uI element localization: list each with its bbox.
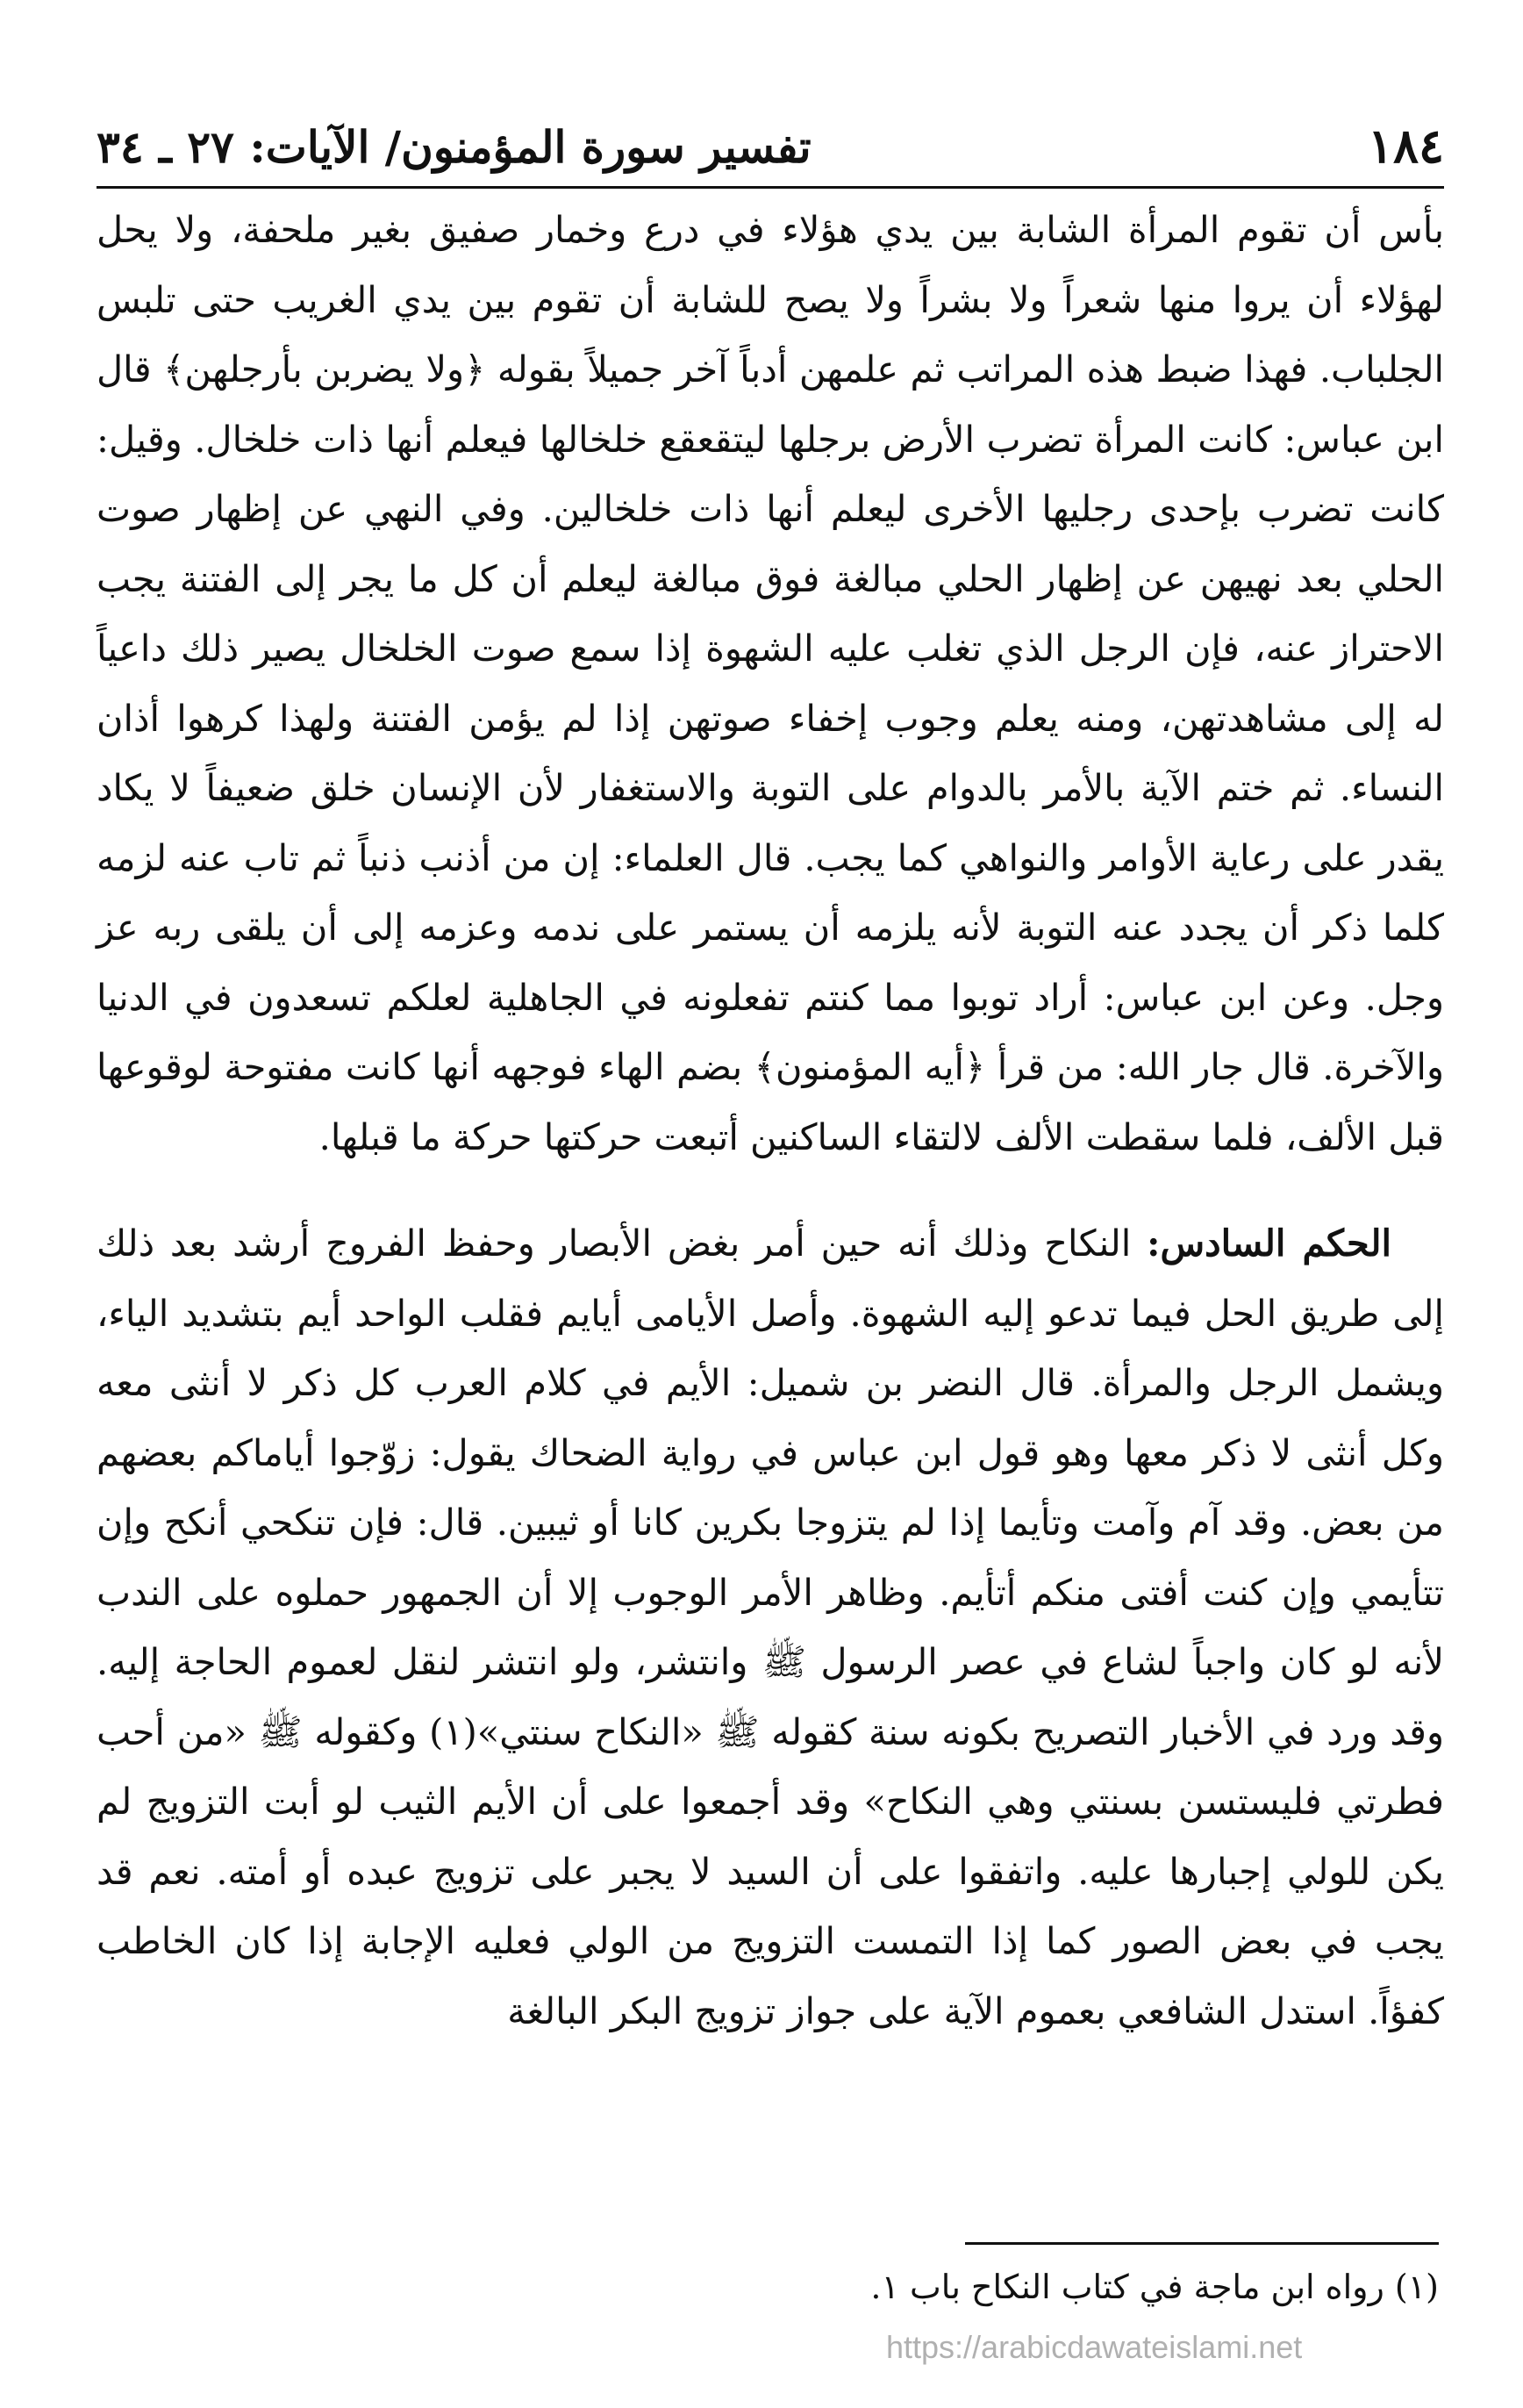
footnote: (١) رواه ابن ماجة في كتاب النكاح باب ١. <box>870 2268 1439 2306</box>
watermark-url: https://arabicdawateislami.net <box>886 2329 1303 2365</box>
running-title: تفسير سورة المؤمنون/ الآيات: ٢٧ ـ ٣٤ <box>97 121 812 173</box>
paragraph <box>97 1208 1444 2046</box>
paragraph-text: النكاح وذلك أنه حين أمر بغض الأبصار وحفظ الفروج أرشد بعد ذلك إلى طريق الحل فيما تدعو إليه الشهوة. وأصل الأيامى أيايم فقلب الواحد أيم بتشديد الياء، ويشمل الرجل والمرأة. قال النضر بن شميل: الأيم في كلام العرب كل ذكر لا أنثى معه وكل أنثى لا ذكر معها وهو قول ابن عباس في رواية الضحاك يقول: زوّجوا أياماكم بعضهم من بعض. وقد آم وآمت وتأيما إذا لم يتزوجا بكرين كانا أو ثيبين. قال: فإن تنكحي أنكح وإن تتأيمي وإن كنت أفتى منكم أتأيم. وظاهر الأمر الوجوب إلا أن الجمهور حملوه على الندب لأنه لو كان واجباً لشاع في عصر الرسول ﷺ وانتشر، ولو انتشر لنقل لعموم الحاجة إليه. وقد ورد في الأخبار التصريح بكونه سنة كقوله ﷺ «النكاح سنتي»(١) وكقوله ﷺ «من أحب فطرتي فليستسن بسنتي وهي النكاح» وقد أجمعوا على أن الأيم الثيب لو أبت التزويج لم يكن للولي إجبارها عليه. واتفقوا على أن السيد لا يجبر على تزويج عبده أو أمته. نعم قد يجب في بعض الصور كما إذا التمست التزويج من الولي فعليه الإجابة إذا كان الخاطب كفؤاً. استدل الشافعي بعموم الآية على جواز تزويج البكر البالغة <box>97 1222 1444 2032</box>
paragraph: بأس أن تقوم المرأة الشابة بين يدي هؤلاء في درع وخمار صفيق بغير ملحفة، ولا يحل لهؤلاء أن يروا منها شعراً ولا بشراً ولا يصح للشابة أن تقوم بين يدي الغريب حتى تلبس الجلباب. فهذا ضبط هذه المراتب ثم علمهن أدباً آخر جميلاً بقوله ﴿ولا يضربن بأرجلهن﴾ قال ابن عباس: كانت المرأة تضرب الأرض برجلها ليتقعقع خلخالها فيعلم أنها ذات خلخال. وقيل: كانت تضرب بإحدى رجليها الأخرى ليعلم أنها ذات خلخالين. وفي النهي عن إظهار صوت الحلي بعد نهيهن عن إظهار الحلي مبالغة فوق مبالغة ليعلم أن كل ما يجر إلى الفتنة يجب الاحتراز عنه، فإن الرجل الذي تغلب عليه الشهوة إذا سمع صوت الخلخال يصير ذلك داعياً له إلى مشاهدتهن، ومنه يعلم وجوب إخفاء صوتهن إذا لم يؤمن الفتنة ولهذا كرهوا أذان النساء. ثم ختم الآية بالأمر بالدوام على التوبة والاستغفار لأن الإنسان خلق ضعيفاً لا يكاد يقدر على رعاية الأوامر والنواهي كما يجب. قال العلماء: إن من أذنب ذنباً ثم تاب عنه لزمه كلما ذكر أن يجدد عنه التوبة لأنه يلزمه أن يستمر على ندمه وعزمه إلى أن يلقى ربه عز وجل. وعن ابن عباس: أراد توبوا مما كنتم تفعلونه في الجاهلية لعلكم تسعدون في الدنيا والآخرة. قال جار الله: من قرأ ﴿أيه المؤمنون﴾ بضم الهاء فوجهه أنها كانت مفتوحة لوقوعها قبل الألف، فلما سقطت الألف لالتقاء الساكنين أتبعت حركتها حركة ما قبلها. <box>97 208 1444 1158</box>
page-header <box>97 105 1444 189</box>
footnote-divider <box>965 2242 1439 2245</box>
page-number: ١٨٤ <box>1367 118 1444 174</box>
body-text <box>97 195 1444 2046</box>
section-heading: الحكم السادس: <box>1147 1222 1391 1265</box>
